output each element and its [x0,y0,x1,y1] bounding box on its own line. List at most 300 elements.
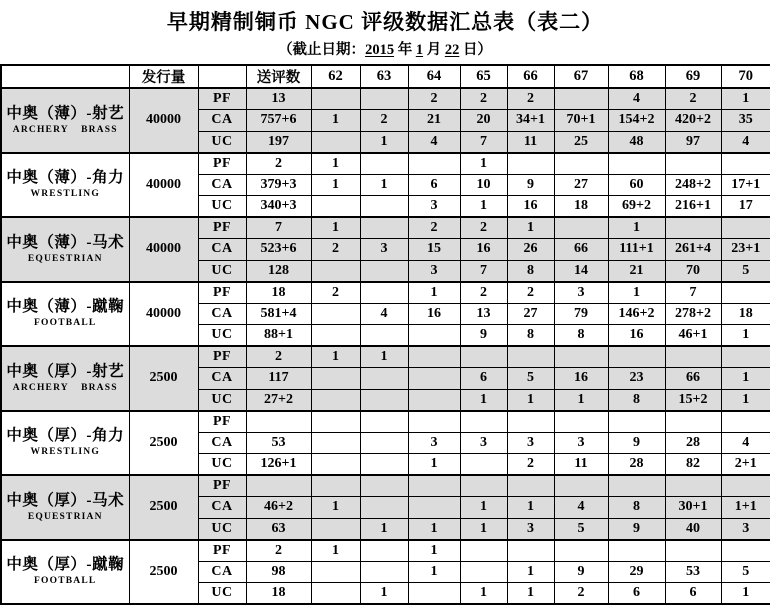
grade-63-cell [360,497,408,519]
mintage-cell: 2500 [129,540,198,605]
grade-64-cell: 1 [408,454,460,476]
grade-68-cell: 1 [608,282,665,304]
grade-62-cell: 1 [311,540,360,562]
submitted-count-cell: 88+1 [246,325,311,347]
grade-63-cell: 1 [360,518,408,540]
coin-name-en: WRESTLING [30,189,100,200]
grade-63-cell: 2 [360,110,408,132]
table-row [1,153,770,175]
grade-65-cell: 2 [460,282,507,304]
grade-64-cell [408,497,460,519]
grade-67-cell: 16 [554,368,608,390]
column-header-8: 66 [507,65,554,88]
coin-name-cell [1,346,129,411]
coin-name-cell [1,217,129,282]
coin-name-cn: 中奥（厚）-角力 [6,427,125,445]
grade-69-cell: 53 [665,561,721,583]
grade-66-cell: 3 [507,518,554,540]
grade-64-cell [408,583,460,605]
strike-type-cell: CA [198,239,246,261]
strike-type-cell: UC [198,131,246,153]
grade-63-cell [360,196,408,218]
subtitle-date-text: 年 [394,42,416,58]
grade-63-cell [360,153,408,175]
strike-type-cell: CA [198,432,246,454]
grade-70-cell: 1 [721,88,770,110]
grade-68-cell: 4 [608,88,665,110]
subtitle-date [0,41,770,59]
mintage-cell: 40000 [129,282,198,347]
grade-69-cell: 420+2 [665,110,721,132]
grade-64-cell: 2 [408,217,460,239]
grade-68-cell [608,346,665,368]
grade-66-cell [507,153,554,175]
grade-63-cell [360,217,408,239]
grade-68-cell: 23 [608,368,665,390]
submitted-count-cell: 117 [246,368,311,390]
strike-type-cell: UC [198,583,246,605]
grade-68-cell: 8 [608,389,665,411]
grade-62-cell [311,131,360,153]
grade-63-cell [360,88,408,110]
grade-63-cell: 3 [360,239,408,261]
submitted-count-cell: 7 [246,217,311,239]
grade-68-cell [608,540,665,562]
grade-65-cell: 1 [460,196,507,218]
grade-70-cell [721,475,770,497]
grade-66-cell: 1 [507,497,554,519]
strike-type-cell: CA [198,174,246,196]
submitted-count-cell: 379+3 [246,174,311,196]
grade-66-cell: 2 [507,88,554,110]
grade-63-cell [360,325,408,347]
grade-66-cell: 26 [507,239,554,261]
subtitle-date-text: （截止日期： [278,42,366,58]
mintage-cell: 40000 [129,88,198,153]
grade-62-cell: 1 [311,153,360,175]
mintage-cell: 40000 [129,217,198,282]
table-header-row [1,65,770,88]
subtitle-date-value: 22 [444,42,460,58]
submitted-count-cell: 18 [246,282,311,304]
table-row [1,475,770,497]
grade-70-cell [721,282,770,304]
grade-64-cell: 2 [408,88,460,110]
grade-69-cell: 261+4 [665,239,721,261]
strike-type-cell: PF [198,475,246,497]
grade-64-cell [408,325,460,347]
grade-67-cell: 1 [554,389,608,411]
column-header-7: 65 [460,65,507,88]
submitted-count-cell [246,411,311,433]
coin-name-en: ARCHERY BRASS [12,124,118,135]
coin-name-cn: 中奥（薄）-角力 [6,169,125,187]
grade-66-cell: 8 [507,325,554,347]
grade-70-cell: 23+1 [721,239,770,261]
grade-63-cell: 1 [360,346,408,368]
coin-name-en: ARCHERY BRASS [12,382,118,393]
grade-66-cell: 34+1 [507,110,554,132]
column-header-4: 62 [311,65,360,88]
submitted-count-cell: 523+6 [246,239,311,261]
column-header-9: 67 [554,65,608,88]
grade-64-cell [408,346,460,368]
strike-type-cell: CA [198,110,246,132]
strike-type-cell: PF [198,411,246,433]
strike-type-cell: UC [198,260,246,282]
grade-64-cell [408,389,460,411]
grade-69-cell [665,475,721,497]
grade-65-cell: 1 [460,583,507,605]
grade-66-cell: 3 [507,432,554,454]
grade-70-cell [721,153,770,175]
grade-63-cell [360,389,408,411]
grade-66-cell: 9 [507,174,554,196]
grade-70-cell: 1 [721,389,770,411]
grade-69-cell: 70 [665,260,721,282]
grade-65-cell [460,561,507,583]
grade-63-cell [360,475,408,497]
grade-65-cell: 20 [460,110,507,132]
subtitle-date-text: 月 [423,42,445,58]
grade-65-cell [460,540,507,562]
grade-70-cell: 2+1 [721,454,770,476]
grade-62-cell [311,411,360,433]
table-row [1,282,770,304]
grade-65-cell [460,411,507,433]
grade-63-cell: 1 [360,131,408,153]
grade-70-cell: 17 [721,196,770,218]
grade-62-cell [311,518,360,540]
submitted-count-cell: 757+6 [246,110,311,132]
table-row [1,217,770,239]
grade-62-cell [311,325,360,347]
grade-65-cell: 3 [460,432,507,454]
grade-70-cell [721,411,770,433]
grade-68-cell: 21 [608,260,665,282]
grade-69-cell: 28 [665,432,721,454]
strike-type-cell: PF [198,88,246,110]
grade-65-cell: 1 [460,497,507,519]
column-header-5: 63 [360,65,408,88]
submitted-count-cell: 581+4 [246,303,311,325]
grade-64-cell: 3 [408,432,460,454]
column-header-blank-2 [198,65,246,88]
grade-63-cell [360,260,408,282]
grade-69-cell: 40 [665,518,721,540]
grade-65-cell [460,475,507,497]
strike-type-cell: CA [198,497,246,519]
grade-62-cell: 2 [311,282,360,304]
grade-70-cell [721,540,770,562]
strike-type-cell: UC [198,196,246,218]
grade-64-cell [408,475,460,497]
coin-name-en: FOOTBALL [34,576,97,587]
strike-type-cell: UC [198,325,246,347]
grade-62-cell [311,368,360,390]
grade-70-cell: 1 [721,325,770,347]
grade-69-cell: 82 [665,454,721,476]
grade-62-cell: 1 [311,110,360,132]
grade-67-cell: 18 [554,196,608,218]
grade-68-cell: 6 [608,583,665,605]
grade-64-cell: 3 [408,196,460,218]
grade-66-cell: 8 [507,260,554,282]
grade-68-cell: 48 [608,131,665,153]
grade-66-cell [507,540,554,562]
grade-64-cell: 4 [408,131,460,153]
grade-70-cell: 5 [721,260,770,282]
submitted-count-cell: 2 [246,346,311,368]
submitted-count-cell: 27+2 [246,389,311,411]
grade-64-cell: 1 [408,561,460,583]
grade-67-cell [554,88,608,110]
grade-62-cell [311,196,360,218]
grade-68-cell: 146+2 [608,303,665,325]
grade-63-cell [360,561,408,583]
grade-65-cell: 7 [460,260,507,282]
grade-62-cell [311,260,360,282]
grade-67-cell [554,540,608,562]
grade-63-cell [360,368,408,390]
grade-63-cell [360,411,408,433]
grade-67-cell [554,346,608,368]
coin-name-en: EQUESTRIAN [27,253,103,264]
submitted-count-cell: 126+1 [246,454,311,476]
grade-67-cell: 25 [554,131,608,153]
grade-65-cell: 1 [460,153,507,175]
grade-65-cell [460,454,507,476]
mintage-cell: 2500 [129,411,198,476]
submitted-count-cell: 197 [246,131,311,153]
grade-64-cell: 6 [408,174,460,196]
grade-68-cell: 8 [608,497,665,519]
grade-69-cell [665,411,721,433]
grade-68-cell: 9 [608,432,665,454]
grade-63-cell: 4 [360,303,408,325]
grade-67-cell [554,475,608,497]
grade-66-cell: 2 [507,454,554,476]
grade-64-cell [408,411,460,433]
grade-62-cell: 1 [311,217,360,239]
grade-69-cell: 66 [665,368,721,390]
table-body [1,88,770,604]
grade-69-cell [665,346,721,368]
grade-68-cell: 154+2 [608,110,665,132]
strike-type-cell: CA [198,368,246,390]
grade-70-cell: 4 [721,432,770,454]
grade-67-cell [554,217,608,239]
grade-65-cell: 10 [460,174,507,196]
grade-67-cell: 9 [554,561,608,583]
grade-64-cell [408,153,460,175]
coin-name-cn: 中奥（厚）-蹴鞠 [6,556,125,574]
grade-67-cell: 3 [554,282,608,304]
grade-63-cell [360,540,408,562]
grade-65-cell: 1 [460,518,507,540]
coin-name-en: FOOTBALL [34,318,97,329]
grade-68-cell: 111+1 [608,239,665,261]
grade-67-cell: 2 [554,583,608,605]
table-row [1,88,770,110]
grade-69-cell [665,540,721,562]
column-header-1: 发行量 [129,65,198,88]
grade-70-cell: 1+1 [721,497,770,519]
grade-68-cell: 28 [608,454,665,476]
coin-name-cn: 中奥（厚）-射艺 [6,362,125,380]
grade-66-cell: 11 [507,131,554,153]
subtitle-date-value: 1 [415,42,424,58]
grade-69-cell: 2 [665,88,721,110]
grade-63-cell [360,432,408,454]
column-header-blank-0 [1,65,129,88]
column-header-10: 68 [608,65,665,88]
grade-70-cell: 35 [721,110,770,132]
grade-70-cell: 5 [721,561,770,583]
grade-66-cell: 5 [507,368,554,390]
grade-68-cell: 29 [608,561,665,583]
submitted-count-cell: 53 [246,432,311,454]
grade-65-cell [460,346,507,368]
grade-70-cell: 3 [721,518,770,540]
table-row [1,346,770,368]
coin-name-cell [1,411,129,476]
grade-62-cell: 1 [311,174,360,196]
grading-summary-table [0,64,770,605]
coin-name-en: EQUESTRIAN [27,511,103,522]
table-row [1,411,770,433]
strike-type-cell: UC [198,389,246,411]
grade-68-cell: 60 [608,174,665,196]
grade-70-cell [721,217,770,239]
grade-64-cell: 16 [408,303,460,325]
subtitle-date-text: 日） [459,42,492,58]
grade-62-cell [311,454,360,476]
grade-67-cell [554,411,608,433]
grade-62-cell: 1 [311,346,360,368]
submitted-count-cell: 340+3 [246,196,311,218]
grade-68-cell [608,153,665,175]
grade-66-cell: 1 [507,561,554,583]
grade-70-cell: 1 [721,583,770,605]
strike-type-cell: UC [198,518,246,540]
grade-67-cell: 8 [554,325,608,347]
grade-69-cell: 30+1 [665,497,721,519]
grade-67-cell: 5 [554,518,608,540]
grade-62-cell [311,303,360,325]
grade-62-cell: 2 [311,239,360,261]
grade-69-cell: 7 [665,282,721,304]
column-header-6: 64 [408,65,460,88]
submitted-count-cell: 2 [246,540,311,562]
strike-type-cell: PF [198,540,246,562]
submitted-count-cell [246,475,311,497]
grade-64-cell: 15 [408,239,460,261]
grade-67-cell: 27 [554,174,608,196]
grade-69-cell: 46+1 [665,325,721,347]
strike-type-cell: CA [198,303,246,325]
grade-62-cell [311,475,360,497]
submitted-count-cell: 18 [246,583,311,605]
grade-63-cell [360,454,408,476]
grade-69-cell: 248+2 [665,174,721,196]
grade-67-cell: 14 [554,260,608,282]
grade-65-cell: 1 [460,389,507,411]
coin-name-cn: 中奥（薄）-蹴鞠 [6,298,125,316]
grade-62-cell [311,389,360,411]
grade-63-cell [360,282,408,304]
grade-68-cell: 69+2 [608,196,665,218]
grade-64-cell: 21 [408,110,460,132]
coin-name-cell [1,540,129,605]
grade-67-cell: 70+1 [554,110,608,132]
grade-64-cell: 1 [408,282,460,304]
coin-name-cell [1,475,129,540]
grade-64-cell: 1 [408,540,460,562]
grade-68-cell [608,475,665,497]
strike-type-cell: PF [198,217,246,239]
grade-70-cell: 18 [721,303,770,325]
coin-name-cell [1,282,129,347]
grade-66-cell [507,411,554,433]
coin-name-cell [1,88,129,153]
strike-type-cell: PF [198,282,246,304]
grade-68-cell [608,411,665,433]
coin-name-cn: 中奥（薄）-射艺 [6,104,125,122]
submitted-count-cell: 98 [246,561,311,583]
coin-name-cell [1,153,129,218]
grade-65-cell: 6 [460,368,507,390]
grade-66-cell [507,346,554,368]
grade-66-cell: 2 [507,282,554,304]
grade-62-cell [311,88,360,110]
grade-66-cell: 16 [507,196,554,218]
submitted-count-cell: 63 [246,518,311,540]
grade-67-cell: 11 [554,454,608,476]
column-header-12: 70 [721,65,770,88]
grade-68-cell: 9 [608,518,665,540]
coin-name-cn: 中奥（厚）-马术 [6,491,125,509]
grade-63-cell: 1 [360,174,408,196]
grade-65-cell: 2 [460,217,507,239]
grade-64-cell: 1 [408,518,460,540]
grade-67-cell: 3 [554,432,608,454]
submitted-count-cell: 13 [246,88,311,110]
grade-62-cell [311,561,360,583]
strike-type-cell: PF [198,346,246,368]
grade-68-cell: 1 [608,217,665,239]
strike-type-cell: UC [198,454,246,476]
grade-63-cell: 1 [360,583,408,605]
grade-67-cell: 79 [554,303,608,325]
column-header-11: 69 [665,65,721,88]
grade-67-cell [554,153,608,175]
grade-64-cell: 3 [408,260,460,282]
grade-66-cell [507,475,554,497]
mintage-cell: 40000 [129,153,198,218]
grade-69-cell [665,217,721,239]
grade-65-cell: 16 [460,239,507,261]
grade-69-cell: 97 [665,131,721,153]
grade-62-cell: 1 [311,497,360,519]
grade-69-cell: 6 [665,583,721,605]
strike-type-cell: CA [198,561,246,583]
grade-65-cell: 9 [460,325,507,347]
grade-69-cell: 216+1 [665,196,721,218]
grade-64-cell [408,368,460,390]
page-title: 早期精制铜币 NGC 评级数据汇总表（表二） [166,10,604,34]
grade-62-cell [311,432,360,454]
